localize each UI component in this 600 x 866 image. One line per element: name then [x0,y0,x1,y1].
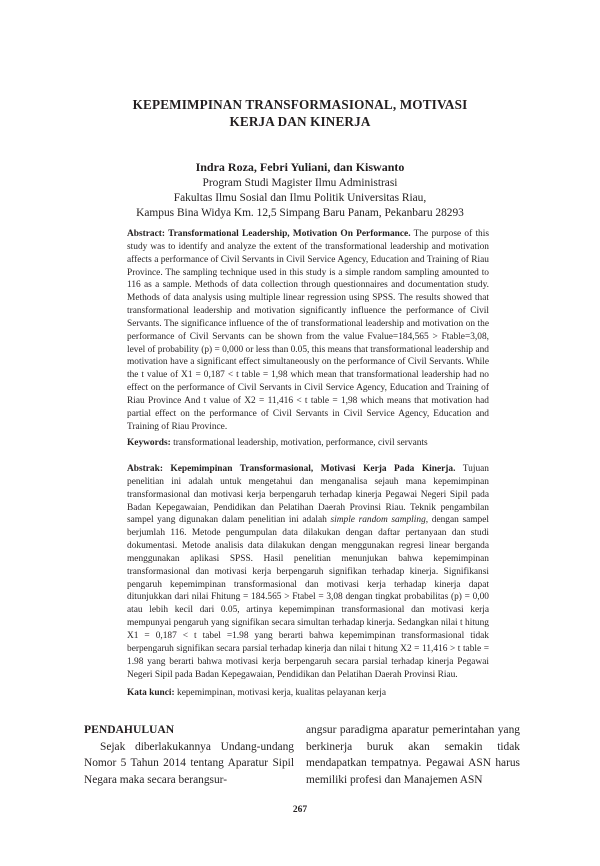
abstract-english-label: Abstract: Transformational Leadership, Motivation On Performance. [127,229,411,239]
body-column-right [306,722,520,788]
paper-title [80,96,520,130]
abstract-indonesian-label: Abstrak: Kepemimpinan Transformasional, Motivasi Kerja Pada Kinerja. [127,464,456,474]
abstract-indonesian-text-1: Tujuan penelitian ini adalah untuk mengetahui dan menganalisa sejauh mana kepemimpinan transformasional dan motivasi kerja berpengaruh terhadap kinerja Pegawai Negeri Sipil pada Badan Kepegawaian, Pendidikan dan Pelatihan Daerah Provinsi Riau. Teknik pengambilan sampel yang digunakan dalam penelitian ini adalah [127,464,489,526]
affiliation-line-1: Program Studi Magister Ilmu Administrasi [202,177,398,189]
keywords-indonesian [127,687,489,700]
abstract-english [127,228,489,434]
body-paragraph-right: angsur paradigma aparatur pemerintahan yang berkinerja buruk akan semakin tidak mendapatkan tempatnya. Pegawai ASN harus memiliki profesi dan Manajemen ASN [306,724,520,786]
keywords-english-text: transformational leadership, motivation, performance, civil servants [173,438,428,448]
author-list: Indra Roza, Febri Yuliani, dan Kiswanto [195,160,405,174]
keywords-indonesian-text: kepemimpinan, motivasi kerja, kualitas pelayanan kerja [177,688,387,698]
page-number: 267 [292,805,308,815]
keywords-indonesian-label: Kata kunci: [127,688,175,698]
abstract-indonesian [127,463,489,681]
affiliation-line-2: Fakultas Ilmu Sosial dan Ilmu Politik Universitas Riau, [173,192,427,204]
affiliation-line-3: Kampus Bina Widya Km. 12,5 Simpang Baru Panam, Pekanbaru 28293 [136,207,464,219]
abstract-english-text: The purpose of this study was to identify and analyze the extent of the transformational leadership and motivation affects a performance of Civil Servants in Civil Service Agency, Education and Training of Riau Province. The sampling technique used in this study is a simple random sampling amounted to 116 as a sample. Methods of data collection through questionnaires and documentation study. Methods of data analysis using multiple linear regression using SPSS. The results showed that transformational leadership and motivation significantly influence the performance of Civil Servants. The significance influence of the of transformational leadership and motivation on the performance of Civil Servants can be shown from the value Fvalue=184,565 > Ftable=3,08, level of probability (p) = 0,000 or less than 0.05, this means that transformational leadership and motivation have a significant effect simultaneously on the performance of Civil Servants. While the t value of X1 = 0,187 < t table = 1,98 which mean that transformational leadership had no effect on the performance of Civil Servants in Civil Service Agency, Education and Training of Riau Province And t value of X2 = 11,416 < t table = 1,98 which means that motivation had partial effect on the performance of Civil Servants in Civil Service Agency, Education and Training of Riau Province. [127,229,489,432]
abstract-indonesian-italic: simple random sampling [330,515,426,526]
abstract-indonesian-text-2: , dengan sampel berjumlah 116. Metode pengumpulan data dilakukan dengan daftar pertanyaan dan studi dokumentasi. Metode analisis data dilakukan dengan menggunakan regresi linear berganda menggunakan aplikasi SPSS. Hasil penelitian menunjukan bahwa kepemimpinan transformasional dan motivasi kerja berpengaruh signifikan terhadap kinerja. Signifikansi pengaruh kepemimpinan transformasional dan motivasi kerja terhadap kinerja dapat ditunjukkan dari nilai Fhitung = 184.565 > Ftabel = 3,08 dengan tingkat probabilitas (p) = 0,00 atau lebih kecil dari 0.05, artinya kepemimpinan transformasional dan motivasi kerja mempunyai pengaruh yang signifikan secara simultan terhadap kinerja. Sedangkan nilai t hitung X1 = 0,187 < t tabel =1.98 yang berarti bahwa kepemimpinan transformasional tidak berpengaruh signifikan secara parsial terhadap kinerja dan nilai t hitung X2 = 11,416 > t table = 1.98 yang berarti bahwa motivasi kerja berpengaruh secara parsial terhadap kinerja Pegawai Negeri Sipil pada Badan Kepegawaian, Pendidikan dan Pelatihan Daerah Provinsi Riau. [127,515,490,680]
keywords-english-label: Keywords: [127,438,171,448]
title-line-2: KERJA DAN KINERJA [229,114,371,129]
keywords-english [127,437,489,450]
section-heading: PENDAHULUAN [84,723,175,736]
body-column-left [84,722,294,788]
title-line-1: KEPEMIMPINAN TRANSFORMASIONAL, MOTIVASI [132,97,468,112]
body-paragraph-left: Sejak diberlakukannya Undang-undang Nomor 5 Tahun 2014 tentang Aparatur Sipil Negara maka secara berangsur- [84,740,294,786]
